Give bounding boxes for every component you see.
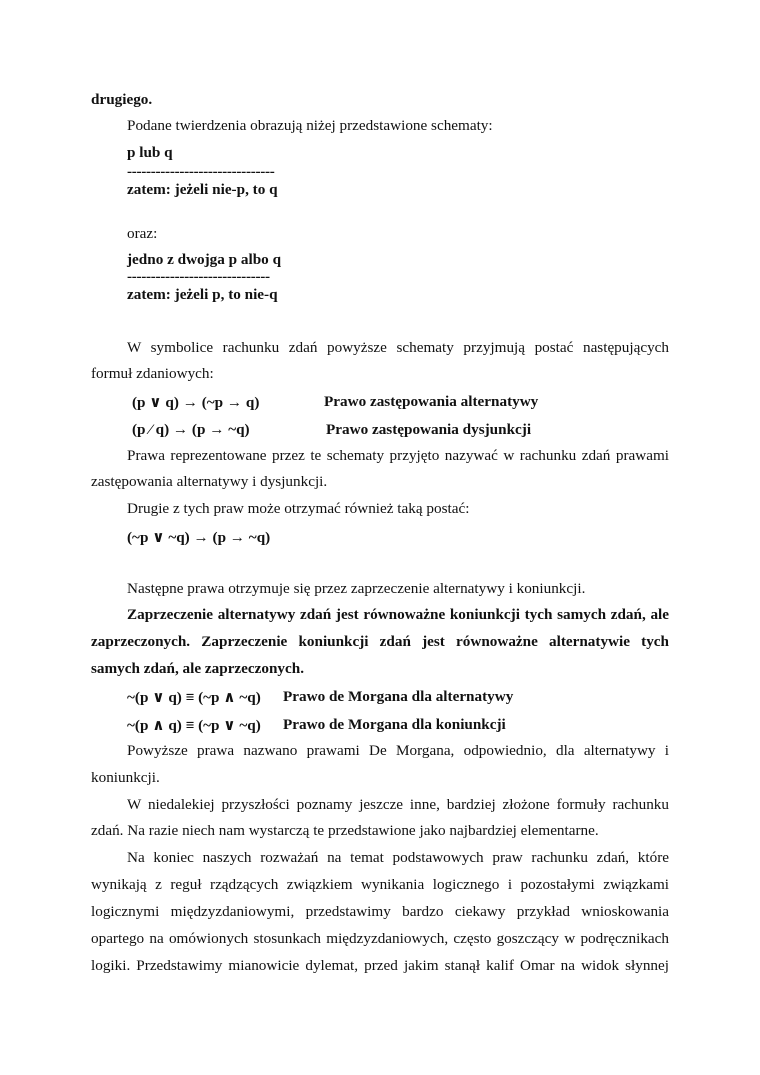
schema-conclusion: zatem: jeżeli p, to nie-q [127, 286, 278, 303]
law-name: Prawo de Morgana dla koniunkcji [283, 716, 506, 733]
paragraph-line: logicznymi międzyzdaniowymi, przedstawimy bardzo ciekawy przykład wnioskowania [91, 903, 669, 920]
schema-separator: ------------------------------- [127, 163, 275, 180]
paragraph-line: opartego na omówionych stosunkach międzyzdaniowych, często goszczący w podręcznikach [91, 930, 669, 947]
formula: (p ⁄ q) → (p → ~q) [132, 421, 250, 438]
paragraph-line: zaprzeczonych. Zaprzeczenie koniunkcji zdań jest równoważne alternatywie tych [91, 633, 669, 650]
law-name: Prawo de Morgana dla alternatywy [283, 688, 514, 705]
paragraph-line: W symbolice rachunku zdań powyższe schematy przyjmują postać następujących [127, 339, 669, 356]
text-line: oraz: [127, 225, 158, 242]
schema-conclusion: zatem: jeżeli nie-p, to q [127, 181, 278, 198]
paragraph-line: Prawa reprezentowane przez te schematy przyjęto nazywać w rachunku zdań prawami [127, 447, 669, 464]
paragraph-line: W niedalekiej przyszłości poznamy jeszcze inne, bardziej złożone formuły rachunku [127, 796, 669, 813]
law-name: Prawo zastępowania dysjunkcji [326, 421, 532, 438]
text-line: Drugie z tych praw może otrzymać również taką postać: [127, 500, 470, 517]
schema-premise: jedno z dwojga p albo q [127, 251, 282, 268]
paragraph-line: Na koniec naszych rozważań na temat podstawowych praw rachunku zdań, które [127, 849, 669, 866]
formula: ~(p ∨ q) ≡ (~p ∧ ~q) [127, 689, 261, 706]
formula: (~p ∨ ~q) → (p → ~q) [127, 529, 271, 546]
paragraph-line: wynikają z reguł rządzących związkiem wynikania logicznego i pozostałymi związkami [91, 876, 669, 893]
text-line: zastępowania alternatywy i dysjunkcji. [91, 473, 328, 490]
schema-premise: p lub q [127, 144, 173, 161]
paragraph-line: Powyższe prawa nazwano prawami De Morgana, odpowiednio, dla alternatywy i [127, 742, 669, 759]
schema-separator: ------------------------------ [127, 268, 270, 285]
text-line: samych zdań, ale zaprzeczonych. [91, 660, 305, 677]
text-line: zdań. Na razie niech nam wystarczą te przedstawione jako najbardziej elementarne. [91, 822, 599, 839]
paragraph-line: Zaprzeczenie alternatywy zdań jest równoważne koniunkcji tych samych zdań, ale [127, 606, 669, 623]
paragraph-line: logiki. Przedstawimy mianowicie dylemat, przed jakim stanął kalif Omar na widok słynnej [91, 957, 669, 974]
text-line: Podane twierdzenia obrazują niżej przedstawione schematy: [127, 117, 493, 134]
text-line: koniunkcji. [91, 769, 160, 786]
text-line: formuł zdaniowych: [91, 365, 214, 382]
law-name: Prawo zastępowania alternatywy [324, 393, 539, 410]
formula: (p ∨ q) → (~p → q) [132, 394, 260, 411]
text-line: Następne prawa otrzymuje się przez zaprzeczenie alternatywy i koniunkcji. [127, 580, 586, 597]
text-line: drugiego. [91, 91, 153, 108]
formula: ~(p ∧ q) ≡ (~p ∨ ~q) [127, 717, 261, 734]
